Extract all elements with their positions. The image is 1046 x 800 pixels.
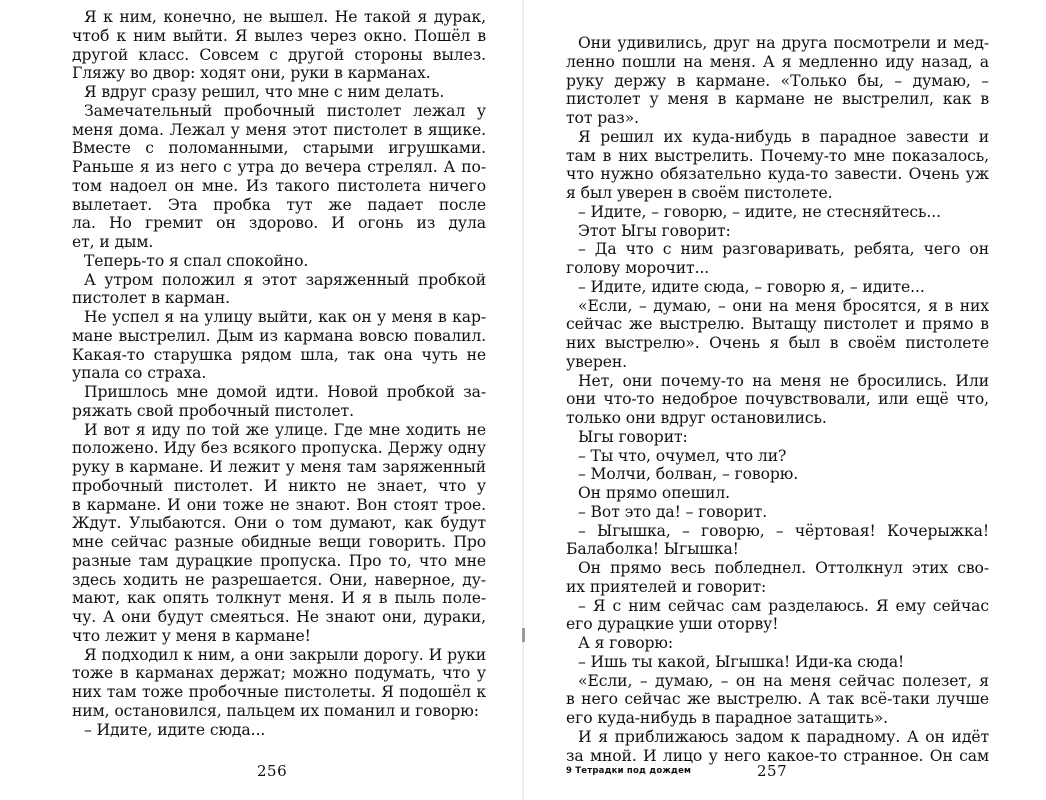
text-line: только они вдруг остановились. [566,409,827,427]
text-line: том надоел он мне. Из такого пистолета ничего [72,176,486,195]
text-line: пробочный пистолет. И никто не знает, что у [72,476,486,495]
text-line: Гляжу во двор: ходят они, руки в карманах. [72,64,431,83]
text-line: Я подходил к ним, а они закрыли дорогу. И руки [84,645,486,664]
text-line: «Если, – думаю, – он на меня сейчас полезет, я [578,671,989,690]
text-line: Ыгы говорит: [578,427,688,446]
text-line: них там тоже пробочные пистолеты. Я подошёл к [72,683,486,701]
text-line: Замечательный пробочный пистолет лежал у [84,101,486,120]
text-line: там в них выстрелить. Почему-то мне показалось, [566,146,989,165]
right-page-number: 257 [757,762,788,780]
text-line: – Ыгышка, – говорю, – чёртовая! Кочерыжка! [578,521,989,540]
left-page-text [72,8,486,739]
text-line: разные там дурацкие пропуска. Про то, что мне [72,551,486,570]
text-line: ряжать свой пробочный пистолет. [72,401,354,420]
text-line: А утром положил я этот заряженный пробкой [84,270,486,289]
text-line: тот раз». [566,109,639,127]
text-line: мают, как опять толкнут меня. И я в пыль поле- [72,589,486,608]
text-line: пистолет у меня в кармане не выстрелил, как в [566,90,989,109]
text-line: его дурацкие уши оторву! [566,615,779,634]
text-line: А я говорю: [578,634,673,652]
text-line: вылетает. Эта пробка тут же падает после [72,195,486,214]
text-line: – Идите, идите сюда, – говорю я, – идите... [578,277,925,296]
text-line: И я приближаюсь задом к парадному. А он идёт [578,727,989,746]
text-line: что лежит у меня в кармане! [72,626,311,645]
text-line: они что-то недоброе почувствовали, или ещё что, [566,390,989,409]
text-line: Я решил их куда-нибудь в парадное завести и [578,127,989,146]
text-line: Этот Ыгы говорит: [578,221,731,240]
text-line: Ждут. Улыбаются. Они о том думают, как будут [72,514,486,533]
text-line: чтоб к ним выйти. Я вылез через окно. Пошёл в [72,26,486,45]
text-line: Я к ним, конечно, не вышел. Не такой я дурак, [84,8,486,26]
text-line: здесь ходить не разрешается. Они, наверное, ду- [72,570,486,589]
text-line: в него сейчас же выстрелю. А так всё-таки лучше [566,690,989,709]
text-line: Вместе с поломанными, старыми игрушками. [72,139,486,158]
text-line: – Я с ним сейчас сам разделаюсь. Я ему сейчас [578,596,989,615]
text-line: руку держу в кармане. «Только бы, – думаю, – [566,71,989,90]
text-line: ним, остановился, пальцем их поманил и говорю: [72,701,479,720]
left-page-number: 256 [257,762,288,780]
text-line: мне сейчас разные обидные вещи говорить. Про [72,533,486,551]
text-line: Они удивились, друг на друга посмотрели и мед- [578,34,989,52]
text-line: – Вот это да! – говорит. [578,502,768,521]
text-line: голову морочит... [566,259,710,277]
text-line: Какая-то старушка рядом шла, так она чуть не [72,345,486,364]
text-line: Он прямо весь побледнел. Оттолкнул этих сво- [578,559,989,577]
text-line: – Идите, идите сюда... [84,720,266,739]
text-line: упала со страха. [72,364,207,383]
text-line: в кармане. И они тоже не знают. Вон стоят трое. [72,495,486,514]
text-line: мане выстрелил. Дым из кармана вовсю повалил. [72,326,486,345]
text-line: руку в кармане. И лежит у меня там заряженный [72,458,486,476]
text-line: пистолет в карман. [72,289,230,308]
right-page-text [566,34,989,765]
text-line: Пришлось мне домой идти. Новой пробкой за- [84,383,486,401]
text-line: уверен. [566,352,628,371]
text-line: Раньше я из него с утра до вечера стрелял. А по- [72,158,486,176]
text-line: Балаболка! Ыгышка! [566,540,739,559]
text-line: ленно пошли на меня. А я медленно иду назад, а [566,52,989,71]
text-line: за мной. И лицо у него какое-то странное. Он сам [566,746,989,765]
signature-footer: 9 Тетрадки под дождем [566,766,692,776]
text-line: Нет, они почему-то на меня не бросились. Или [578,371,989,390]
text-line: Он прямо опешил. [578,484,730,502]
text-line: Теперь-то я спал спокойно. [84,251,309,270]
text-line: их приятелей и говорит: [566,577,767,596]
text-line: – Ты что, очумел, что ли? [578,446,787,465]
text-line: я был уверен в своём пистолете. [566,184,833,202]
text-line: Я вдруг сразу решил, что мне с ним делать. [84,83,445,101]
text-line: И вот я иду по той же улице. Где мне ходить не [84,420,486,439]
text-line: сейчас же выстрелю. Вытащу пистолет и прямо в [566,315,989,334]
text-line: что нужно обязательно куда-то завести. Очень уж [566,165,989,184]
text-line: чу. А они будут смеяться. Не знают они, дураки, [72,608,486,626]
text-line: положено. Иду без всякого пропуска. Держу одну [72,439,486,458]
text-line: Не успел я на улицу выйти, как он у меня в кар- [84,308,486,326]
text-line: его куда-нибудь в парадное затащить». [566,709,889,727]
text-line: – Ишь ты какой, Ыгышка! Иди-ка сюда! [578,652,905,671]
text-line: – Да что с ним разговаривать, ребята, чего он [578,240,989,259]
text-line: меня дома. Лежал у меня этот пистолет в ящике. [72,120,486,139]
text-line: ет, и дым. [72,233,154,251]
text-line: тоже в карманах держат; можно подумать, что у [72,664,486,683]
text-line: другой класс. Совсем с другой стороны вылез. [72,45,486,64]
text-line: – Молчи, болван, – говорю. [578,465,799,484]
text-line: – Идите, – говорю, – идите, не стесняйтесь... [578,202,941,221]
right-page [523,0,1046,800]
text-line: ла. Но гремит он здорово. И огонь из дула [72,214,486,233]
text-line: «Если, – думаю, – они на меня бросятся, я в них [578,296,989,315]
text-line: них выстрелю». Очень я был в своём пистолете [566,334,989,352]
